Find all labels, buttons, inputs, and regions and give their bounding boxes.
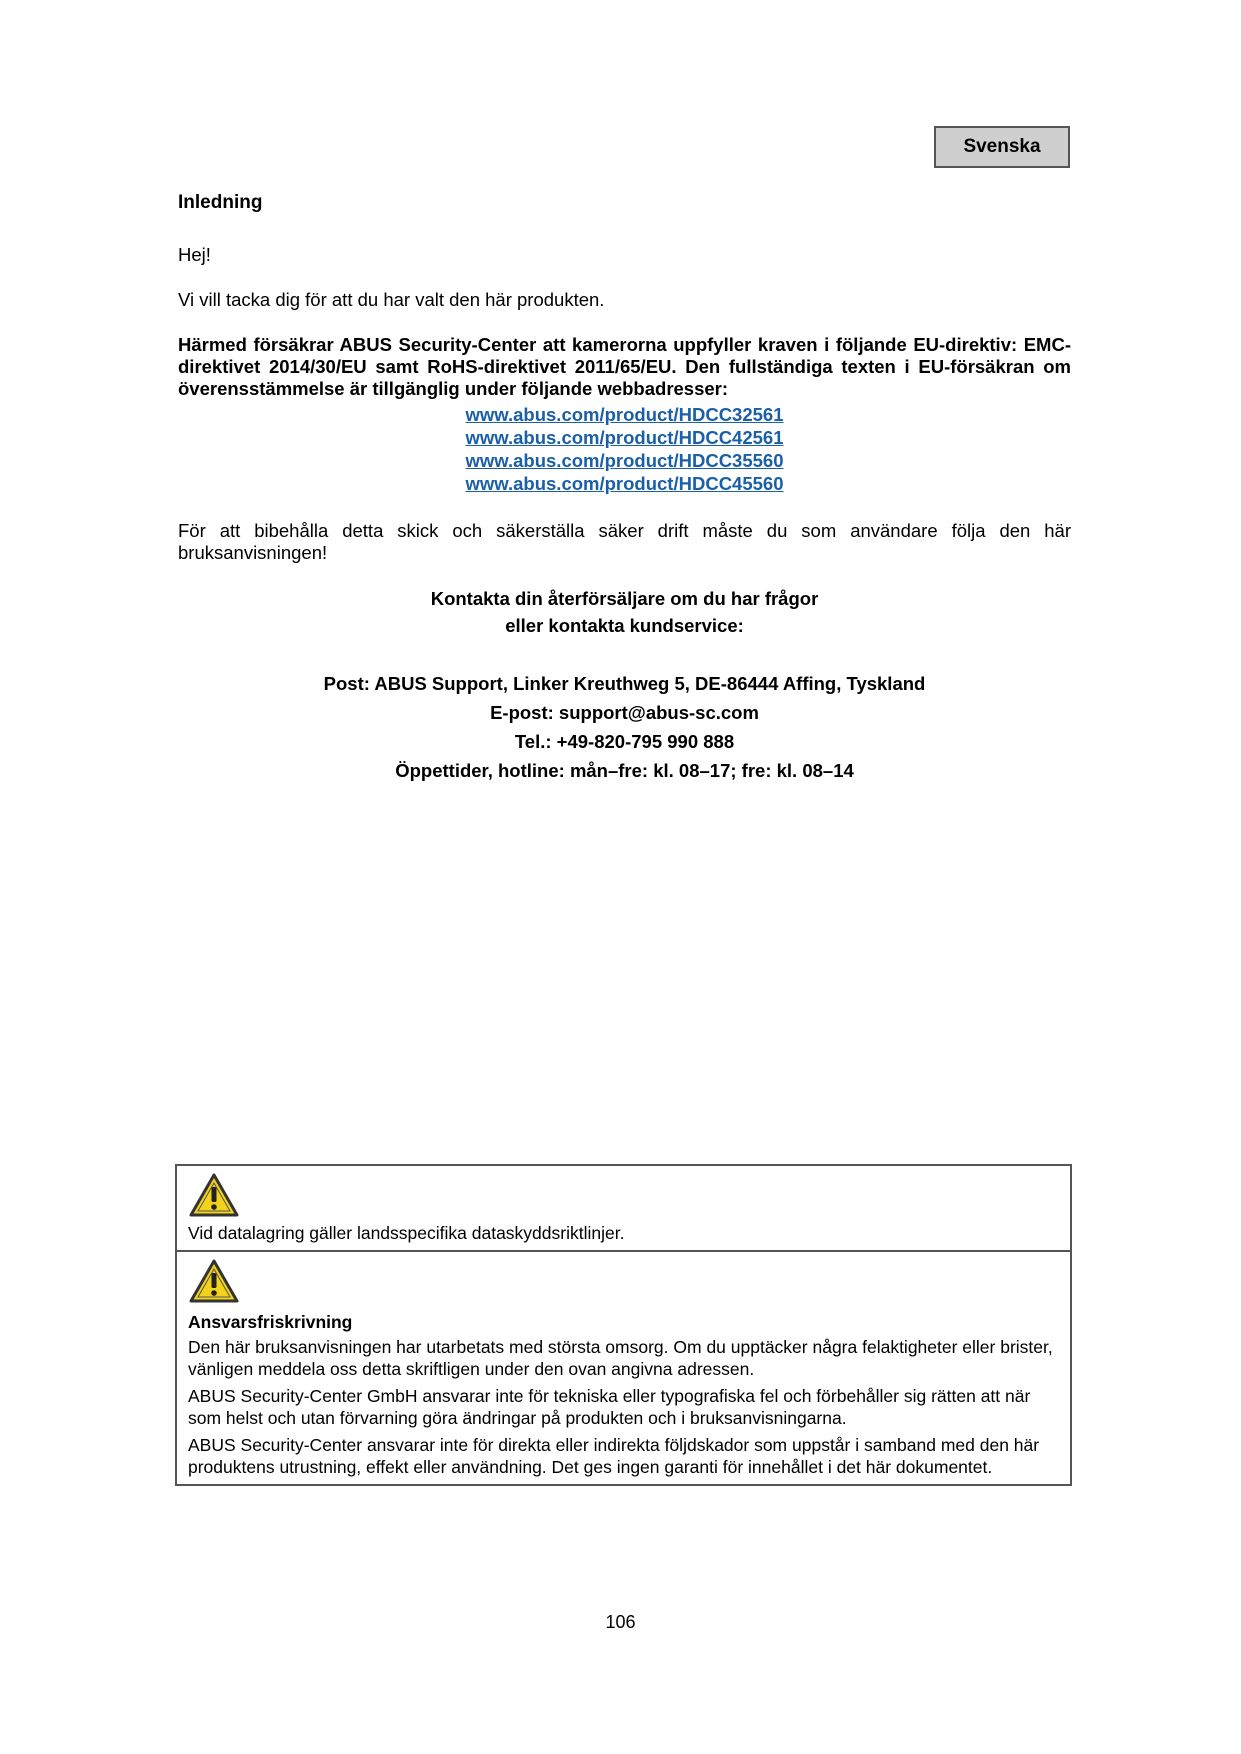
contact-hours: Öppettider, hotline: mån–fre: kl. 08–17; fre: kl. 08–14: [395, 760, 854, 781]
product-link-hdcc42561[interactable]: www.abus.com/product/HDCC42561: [465, 427, 784, 448]
contact-email: E-post: support@abus-sc.com: [490, 702, 759, 723]
disclaimer-title: Ansvarsfriskrivning: [188, 1312, 353, 1332]
data-protection-text: Vid datalagring gäller landsspecifika dataskyddsriktlinjer.: [188, 1223, 625, 1243]
product-link-hdcc45560[interactable]: www.abus.com/product/HDCC45560: [465, 473, 784, 494]
contact-post: Post: ABUS Support, Linker Kreuthweg 5, DE-86444 Affing, Tyskland: [323, 673, 926, 694]
disclaimer-box: [177, 1250, 1070, 1484]
contact-tel: Tel.: +49-820-795 990 888: [514, 731, 735, 752]
language-tab: Svenska: [934, 126, 1070, 168]
warning-icon: [188, 1172, 240, 1218]
disclaimer-paragraph-2: ABUS Security-Center GmbH ansvarar inte för tekniska eller typografiska fel och förbehåller sig rätten att när som helst och utan förvarning göra ändringar på produkten och i bruksanvisningarna.: [188, 1386, 1031, 1428]
disclaimer-paragraph-1: Den här bruksanvisningen har utarbetats med största omsorg. Om du upptäcker några felaktigheter eller brister, vänligen meddela oss detta skriftligen under den ovan angivna adressen.: [188, 1337, 1053, 1379]
maintain-text: För att bibehålla detta skick och säkerställa säker drift måste du som användare följa den här bruksanvisningen!: [178, 520, 1071, 563]
data-protection-box: [177, 1166, 1070, 1250]
contact-line-1: Kontakta din återförsäljare om du har frågor: [430, 588, 819, 609]
greeting-text: Hej!: [178, 244, 211, 265]
contact-line-2: eller kontakta kundservice:: [505, 615, 744, 636]
notice-boxes: [175, 1164, 1072, 1486]
disclaimer-paragraph-3: ABUS Security-Center ansvarar inte för direkta eller indirekta följdskador som uppstår i samband med den här produktens utrustning, effekt eller användning. Det ges ingen garanti för innehållet i det här dokumentet.: [188, 1435, 1040, 1477]
thanks-text: Vi vill tacka dig för att du har valt den här produkten.: [178, 289, 605, 310]
section-heading: Inledning: [178, 192, 263, 213]
page-number: 106: [605, 1612, 636, 1632]
product-link-hdcc35560[interactable]: www.abus.com/product/HDCC35560: [465, 450, 784, 471]
product-link-hdcc32561[interactable]: www.abus.com/product/HDCC32561: [465, 404, 784, 425]
eu-declaration: Härmed försäkrar ABUS Security-Center att kamerorna uppfyller kraven i följande EU-direktiv: EMC-direktivet 2014/30/EU samt RoHS-direktivet 2011/65/EU. Den fullständiga texten i EU-försäkran om överensstämmelse är tillgänglig under följande webbadresser:: [178, 334, 1071, 399]
product-links: [178, 403, 1071, 495]
warning-icon: [188, 1258, 240, 1304]
